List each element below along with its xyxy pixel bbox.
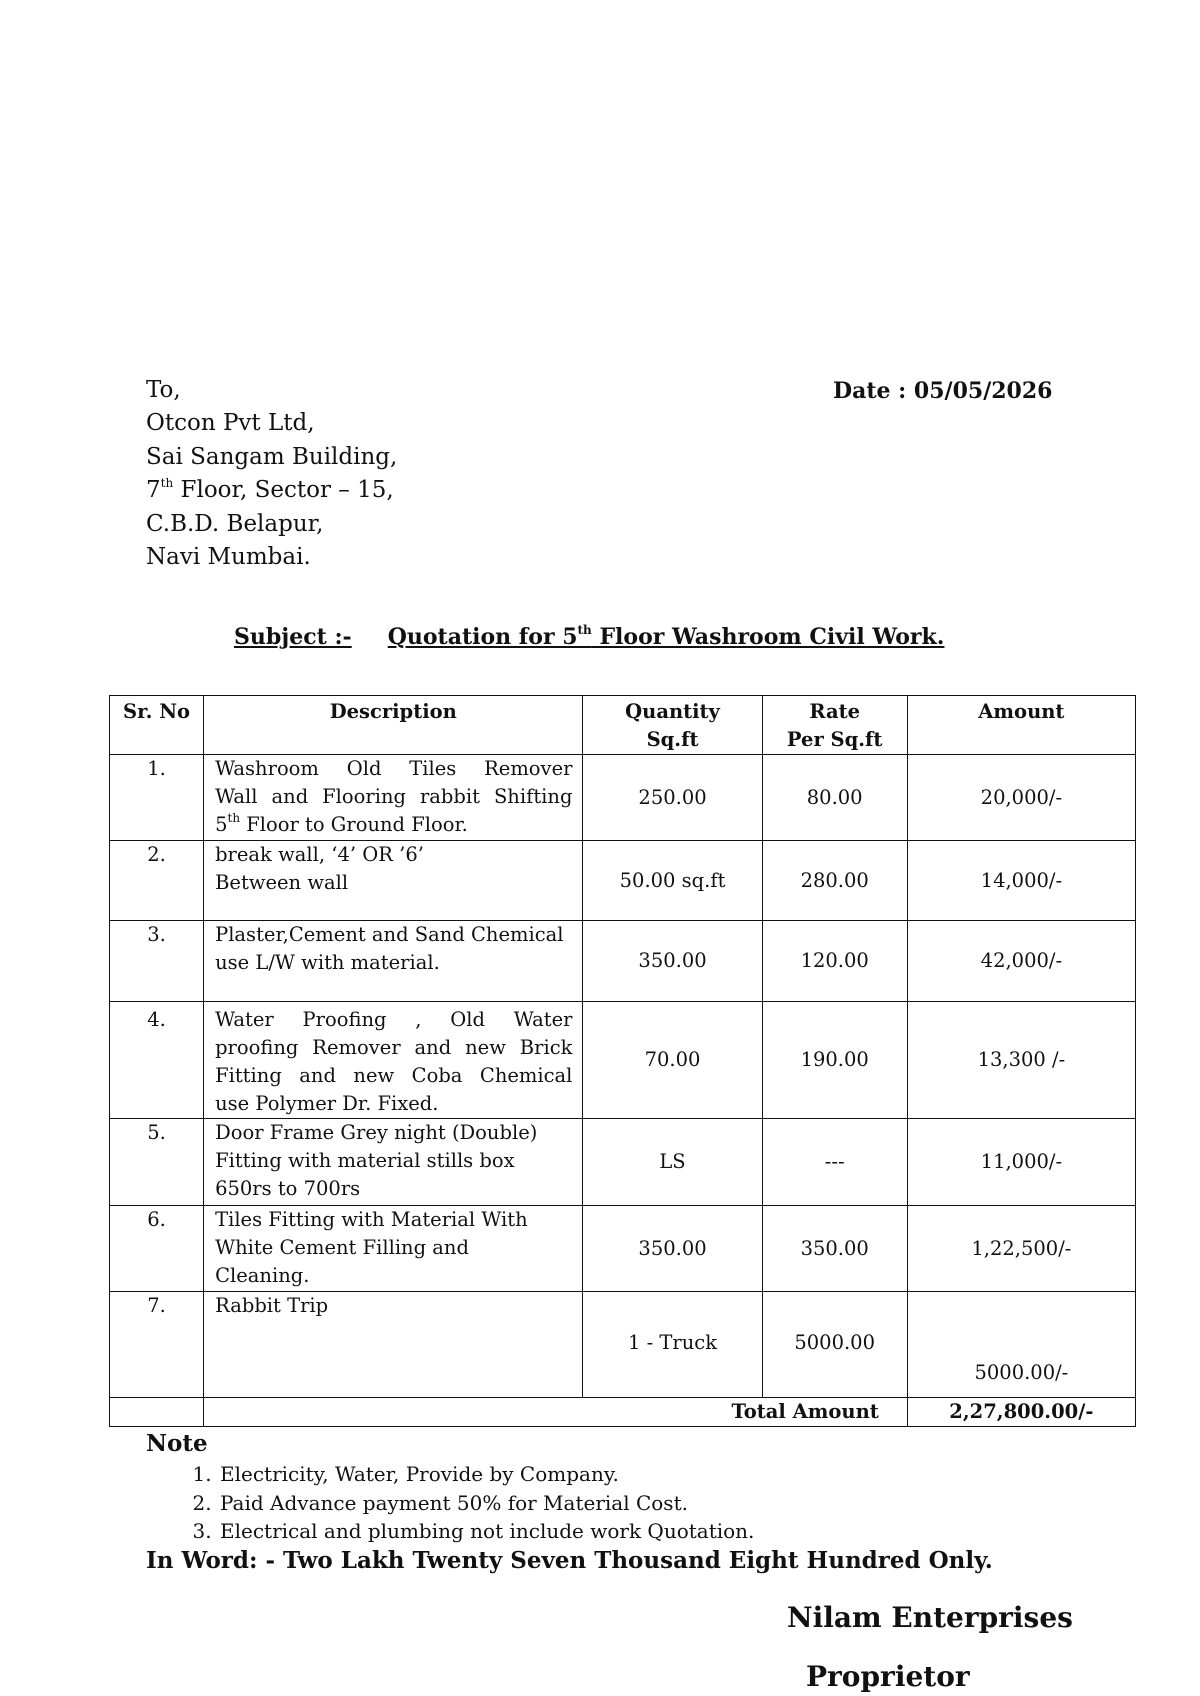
row-amount: 13,300 /- [907,1002,1135,1119]
table-row [110,841,1136,921]
header-rate: Rate Per Sq.ft [762,696,907,755]
header-sr-no: Sr. No [110,696,204,755]
recipient-area: C.B.D. Belapur, [146,510,324,537]
row-sr: 7. [110,1292,204,1398]
table-row [110,1119,1136,1206]
note-item: 2. Paid Advance payment 50% for Material Cost. [218,1489,754,1518]
note-item: 1. Electricity, Water, Provide by Company. [218,1460,754,1489]
row-description: Tiles Fitting with Material With White Cement Filling and Cleaning. [204,1206,583,1292]
signature-title: Proprietor [806,1660,970,1693]
row-rate: 190.00 [762,1002,907,1119]
row-description: Water Proofing , Old Water proofing Remover and new Brick Fitting and new Coba Chemical use Polymer Dr. Fixed. [204,1002,583,1119]
row-rate: 350.00 [762,1206,907,1292]
total-row [110,1398,1136,1427]
table-row [110,921,1136,1002]
row-sr: 6. [110,1206,204,1292]
recipient-building: Sai Sangam Building, [146,443,398,470]
row-sr: 3. [110,921,204,1002]
row-sr: 2. [110,841,204,921]
recipient-company: Otcon Pvt Ltd, [146,410,315,437]
row-description: Rabbit Trip [204,1292,583,1398]
document-date: Date : 05/05/2026 [833,378,1053,404]
recipient-floor: 7th Floor, Sector – 15, [146,475,394,504]
row-quantity: LS [583,1119,762,1206]
subject-label: Subject :- [234,624,352,650]
recipient-address [146,374,397,574]
row-quantity: 250.00 [583,755,762,841]
notes-list [146,1460,754,1546]
row-sr: 1. [110,755,204,841]
row-description: Door Frame Grey night (Double) Fitting with material stills box 650rs to 700rs [204,1119,583,1206]
header-amount: Amount [907,696,1135,755]
row-description: Plaster,Cement and Sand Chemical use L/W with material. [204,921,583,1002]
row-rate: 120.00 [762,921,907,1002]
row-sr: 4. [110,1002,204,1119]
signature-company: Nilam Enterprises [787,1601,1073,1634]
subject-text: Quotation for 5th Floor Washroom Civil Work. [387,622,945,650]
row-amount: 42,000/- [907,921,1135,1002]
row-quantity: 350.00 [583,921,762,1002]
table-header-row [110,696,1136,755]
row-amount: 11,000/- [907,1119,1135,1206]
row-rate: 80.00 [762,755,907,841]
table-row [110,1206,1136,1292]
to-label: To, [146,377,181,403]
row-quantity: 1 - Truck [583,1292,762,1398]
header-quantity: Quantity Sq.ft [583,696,762,755]
table-row [110,1002,1136,1119]
note-heading: Note [146,1430,208,1457]
quotation-table [109,695,1136,1427]
row-description: Washroom Old Tiles Remover Wall and Flooring rabbit Shifting 5th Floor to Ground Floor. [204,755,583,841]
row-rate: --- [762,1119,907,1206]
total-label: Total Amount [204,1398,908,1427]
row-amount: 5000.00/- [907,1292,1135,1398]
row-amount: 14,000/- [907,841,1135,921]
row-amount: 1,22,500/- [907,1206,1135,1292]
row-rate: 280.00 [762,841,907,921]
total-amount: 2,27,800.00/- [907,1398,1135,1427]
subject-line [234,624,944,650]
table-row [110,1292,1136,1398]
row-description: break wall, ‘4’ OR ’6’ Between wall [204,841,583,921]
row-quantity: 50.00 sq.ft [583,841,762,921]
row-quantity: 70.00 [583,1002,762,1119]
row-sr: 5. [110,1119,204,1206]
row-quantity: 350.00 [583,1206,762,1292]
table-row [110,755,1136,841]
header-description: Description [204,696,583,755]
row-amount: 20,000/- [907,755,1135,841]
note-item: 3. Electrical and plumbing not include work Quotation. [218,1517,754,1546]
recipient-city: Navi Mumbai. [146,544,311,571]
row-rate: 5000.00 [762,1292,907,1398]
amount-in-words: In Word: - Two Lakh Twenty Seven Thousand Eight Hundred Only. [146,1547,993,1574]
